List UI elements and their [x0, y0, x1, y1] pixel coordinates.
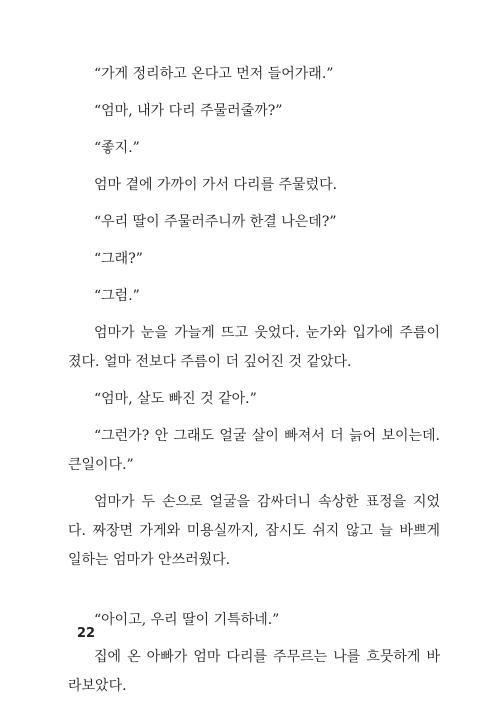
paragraph-4: 엄마 곁에 가까이 가서 다리를 주물렀다. — [94, 177, 338, 193]
paragraph-3: “좋지.” — [94, 140, 140, 156]
paragraph-13: 집에 온 아빠가 엄마 다리를 주무르는 나를 흐뭇하게 바라보았다. — [68, 649, 440, 694]
paragraph-9: “엄마, 살도 빠진 것 같아.” — [94, 391, 257, 407]
paragraph-1: “가게 정리하고 온다고 먼저 들어가래.” — [94, 66, 334, 82]
body-text — [68, 60, 440, 709]
paragraph-10: “그런가? 안 그래도 얼굴 살이 빠져서 더 늙어 보이는데. 큰일이다.” — [68, 428, 440, 473]
paragraph-8: 엄마가 눈을 가늘게 뜨고 웃었다. 눈가와 입가에 주름이 졌다. 얼마 전보다 주름이 더 깊어진 것 같았다. — [68, 325, 440, 370]
paragraph-5: “우리 딸이 주물러주니까 한결 나은데?” — [94, 214, 337, 230]
paragraph-2: “엄마, 내가 다리 주물러줄까?” — [94, 103, 283, 119]
paragraph-11: 엄마가 두 손으로 얼굴을 감싸더니 속상한 표정을 지었다. 짜장면 가게와 미용실까지, 잠시도 쉬지 않고 늘 바쁘게 일하는 엄마가 안쓰러웠다. — [68, 494, 440, 568]
paragraph-6: “그래?” — [94, 251, 143, 267]
paragraph-7: “그럼.” — [94, 288, 140, 304]
paragraph-12: “아이고, 우리 딸이 기특하네.” — [94, 612, 280, 628]
page-number: 22 — [77, 626, 96, 641]
